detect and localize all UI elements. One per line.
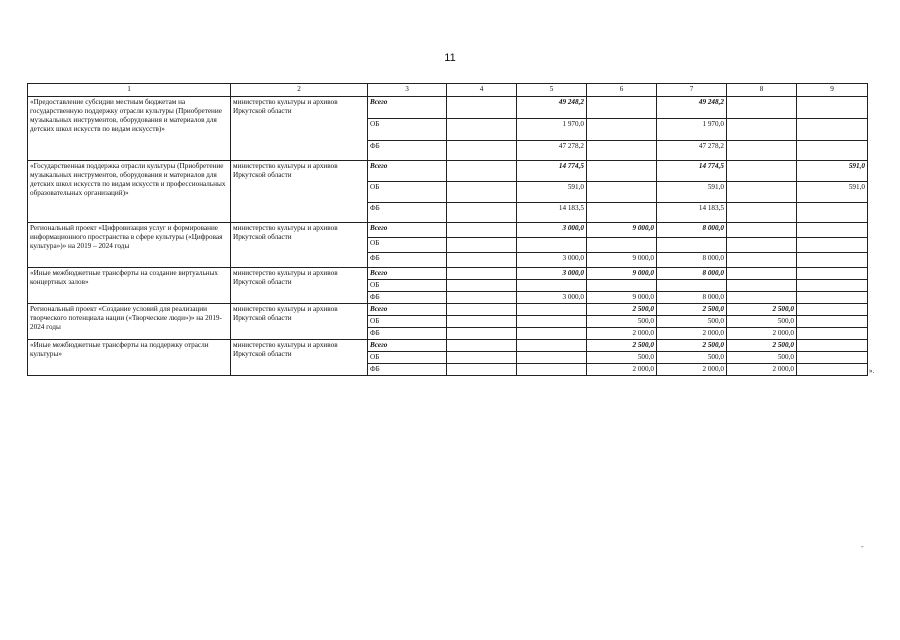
amount-cell xyxy=(447,268,517,280)
column-header: 9 xyxy=(797,84,868,97)
amount-cell: 14 774,5 xyxy=(657,161,727,182)
amount-cell xyxy=(797,292,868,304)
amount-cell: 591,0 xyxy=(657,182,727,203)
funding-source: ОБ xyxy=(368,238,447,253)
amount-cell xyxy=(447,141,517,161)
amount-cell xyxy=(517,328,587,340)
amount-cell: 2 000,0 xyxy=(587,328,657,340)
amount-cell xyxy=(797,119,868,141)
measure-name: «Предоставление субсидии местным бюджетам на государственную поддержку отрасли культуры (Приобретение музыкальных инструментов, оборудования и материалов для детских школ искусств по видам искусств)» xyxy=(28,97,231,161)
amount-cell: 500,0 xyxy=(587,352,657,364)
amount-cell xyxy=(727,203,797,223)
amount-cell xyxy=(797,268,868,280)
amount-cell: 3 000,0 xyxy=(517,268,587,280)
amount-cell: 9 000,0 xyxy=(587,223,657,238)
amount-cell xyxy=(447,203,517,223)
amount-cell xyxy=(447,352,517,364)
amount-cell xyxy=(797,253,868,268)
amount-cell xyxy=(517,280,587,292)
amount-cell xyxy=(447,364,517,376)
amount-cell xyxy=(587,119,657,141)
amount-cell: 2 500,0 xyxy=(587,340,657,352)
table-row xyxy=(28,340,868,352)
funding-source: ОБ xyxy=(368,352,447,364)
table-row xyxy=(28,97,868,119)
amount-cell: 1 970,0 xyxy=(657,119,727,141)
amount-cell xyxy=(587,280,657,292)
amount-cell xyxy=(517,316,587,328)
amount-cell xyxy=(797,316,868,328)
amount-cell: 500,0 xyxy=(727,352,797,364)
amount-cell: 8 000,0 xyxy=(657,223,727,238)
amount-cell xyxy=(727,292,797,304)
amount-cell: 14 183,5 xyxy=(657,203,727,223)
amount-cell: 49 248,2 xyxy=(657,97,727,119)
amount-cell: 14 183,5 xyxy=(517,203,587,223)
amount-cell xyxy=(587,141,657,161)
amount-cell: 3 000,0 xyxy=(517,223,587,238)
amount-cell: 500,0 xyxy=(727,316,797,328)
funding-source: ОБ xyxy=(368,182,447,203)
amount-cell xyxy=(447,161,517,182)
funding-source: ФБ xyxy=(368,203,447,223)
amount-cell xyxy=(727,97,797,119)
amount-cell xyxy=(797,238,868,253)
amount-cell xyxy=(797,340,868,352)
responsible-organization: министерство культуры и архивов Иркутской области xyxy=(231,268,368,304)
amount-cell xyxy=(797,328,868,340)
amount-cell xyxy=(797,280,868,292)
measure-name: «Иные межбюджетные трансферты на создание виртуальных концертных залов» xyxy=(28,268,231,304)
amount-cell xyxy=(447,182,517,203)
column-header: 8 xyxy=(727,84,797,97)
column-header: 7 xyxy=(657,84,727,97)
amount-cell xyxy=(587,161,657,182)
funding-source: ФБ xyxy=(368,364,447,376)
funding-source: ОБ xyxy=(368,316,447,328)
amount-cell xyxy=(447,97,517,119)
amount-cell xyxy=(727,161,797,182)
amount-cell: 14 774,5 xyxy=(517,161,587,182)
amount-cell: 2 000,0 xyxy=(727,328,797,340)
funding-source: Всего xyxy=(368,304,447,316)
amount-cell: 500,0 xyxy=(657,352,727,364)
amount-cell: 8 000,0 xyxy=(657,253,727,268)
amount-cell xyxy=(517,304,587,316)
amount-cell: 500,0 xyxy=(587,316,657,328)
amount-cell xyxy=(727,253,797,268)
measure-name: Региональный проект «Создание условий для реализации творческого потенциала нации («Творческие люди»)» на 2019-2024 годы xyxy=(28,304,231,340)
funding-source: Всего xyxy=(368,223,447,238)
amount-cell xyxy=(727,119,797,141)
column-header: 4 xyxy=(447,84,517,97)
responsible-organization: министерство культуры и архивов Иркутской области xyxy=(231,97,368,161)
responsible-organization: министерство культуры и архивов Иркутской области xyxy=(231,304,368,340)
responsible-organization: министерство культуры и архивов Иркутской области xyxy=(231,223,368,268)
funding-source: Всего xyxy=(368,97,447,119)
amount-cell xyxy=(657,238,727,253)
amount-cell xyxy=(727,223,797,238)
funding-source: Всего xyxy=(368,340,447,352)
funding-source: ФБ xyxy=(368,141,447,161)
amount-cell: 2 000,0 xyxy=(587,364,657,376)
amount-cell xyxy=(727,182,797,203)
amount-cell xyxy=(797,364,868,376)
table-row xyxy=(28,304,868,316)
funding-source: ОБ xyxy=(368,280,447,292)
amount-cell xyxy=(587,182,657,203)
table-row xyxy=(28,223,868,238)
amount-cell xyxy=(727,238,797,253)
column-header: 3 xyxy=(368,84,447,97)
amount-cell: 2 000,0 xyxy=(657,328,727,340)
column-header: 1 xyxy=(28,84,231,97)
funding-source: Всего xyxy=(368,161,447,182)
amount-cell xyxy=(797,203,868,223)
amount-cell xyxy=(447,253,517,268)
amount-cell xyxy=(727,268,797,280)
amount-cell xyxy=(797,223,868,238)
amount-cell xyxy=(447,304,517,316)
stray-mark: - xyxy=(861,542,864,551)
amount-cell: 1 970,0 xyxy=(517,119,587,141)
page-number: 11 xyxy=(444,52,456,64)
table-row xyxy=(28,161,868,182)
amount-cell xyxy=(517,364,587,376)
table-row xyxy=(28,268,868,280)
amount-cell: 3 000,0 xyxy=(517,292,587,304)
amount-cell: 2 500,0 xyxy=(727,340,797,352)
amount-cell xyxy=(797,304,868,316)
amount-cell: 2 000,0 xyxy=(727,364,797,376)
amount-cell xyxy=(727,141,797,161)
amount-cell: 2 500,0 xyxy=(657,340,727,352)
amount-cell xyxy=(447,340,517,352)
amount-cell: 9 000,0 xyxy=(587,253,657,268)
amount-cell: 49 248,2 xyxy=(517,97,587,119)
funding-source: ФБ xyxy=(368,253,447,268)
amount-cell xyxy=(447,328,517,340)
budget-table xyxy=(27,83,868,376)
funding-source: ФБ xyxy=(368,328,447,340)
funding-source: ОБ xyxy=(368,119,447,141)
column-header: 5 xyxy=(517,84,587,97)
amount-cell: 591,0 xyxy=(797,182,868,203)
responsible-organization: министерство культуры и архивов Иркутской области xyxy=(231,340,368,376)
amount-cell xyxy=(447,280,517,292)
amount-cell xyxy=(447,119,517,141)
amount-cell: 3 000,0 xyxy=(517,253,587,268)
measure-name: Региональный проект «Цифровизация услуг и формирование информационного пространства в сфере культуры («Цифровая культура»)» на 2019 – 2024 годы xyxy=(28,223,231,268)
amount-cell xyxy=(727,280,797,292)
amount-cell: 8 000,0 xyxy=(657,268,727,280)
amount-cell xyxy=(447,223,517,238)
amount-cell: 9 000,0 xyxy=(587,292,657,304)
amount-cell xyxy=(447,238,517,253)
amount-cell xyxy=(587,238,657,253)
amount-cell: 2 000,0 xyxy=(657,364,727,376)
amount-cell: 591,0 xyxy=(517,182,587,203)
amount-cell: 9 000,0 xyxy=(587,268,657,280)
amount-cell: 8 000,0 xyxy=(657,292,727,304)
amount-cell: 2 500,0 xyxy=(657,304,727,316)
responsible-organization: министерство культуры и архивов Иркутской области xyxy=(231,161,368,223)
funding-source: ФБ xyxy=(368,292,447,304)
amount-cell: 47 278,2 xyxy=(657,141,727,161)
amount-cell xyxy=(587,97,657,119)
closing-quote-mark: ». xyxy=(869,367,875,375)
amount-cell xyxy=(797,97,868,119)
amount-cell xyxy=(447,292,517,304)
amount-cell: 591,0 xyxy=(797,161,868,182)
amount-cell xyxy=(517,238,587,253)
column-header: 6 xyxy=(587,84,657,97)
column-number-row xyxy=(28,84,868,97)
amount-cell xyxy=(517,352,587,364)
amount-cell: 500,0 xyxy=(657,316,727,328)
amount-cell xyxy=(517,340,587,352)
amount-cell xyxy=(657,280,727,292)
amount-cell xyxy=(797,141,868,161)
amount-cell xyxy=(797,352,868,364)
measure-name: «Государственная поддержка отрасли культуры (Приобретение музыкальных инструментов, оборудования и материалов для детских школ искусств по видам искусств и профессиональных образовательных организаций)» xyxy=(28,161,231,223)
amount-cell: 2 500,0 xyxy=(587,304,657,316)
measure-name: «Иные межбюджетные трансферты на поддержку отрасли культуры» xyxy=(28,340,231,376)
amount-cell: 2 500,0 xyxy=(727,304,797,316)
amount-cell xyxy=(587,203,657,223)
amount-cell: 47 278,2 xyxy=(517,141,587,161)
column-header: 2 xyxy=(231,84,368,97)
funding-source: Всего xyxy=(368,268,447,280)
amount-cell xyxy=(447,316,517,328)
